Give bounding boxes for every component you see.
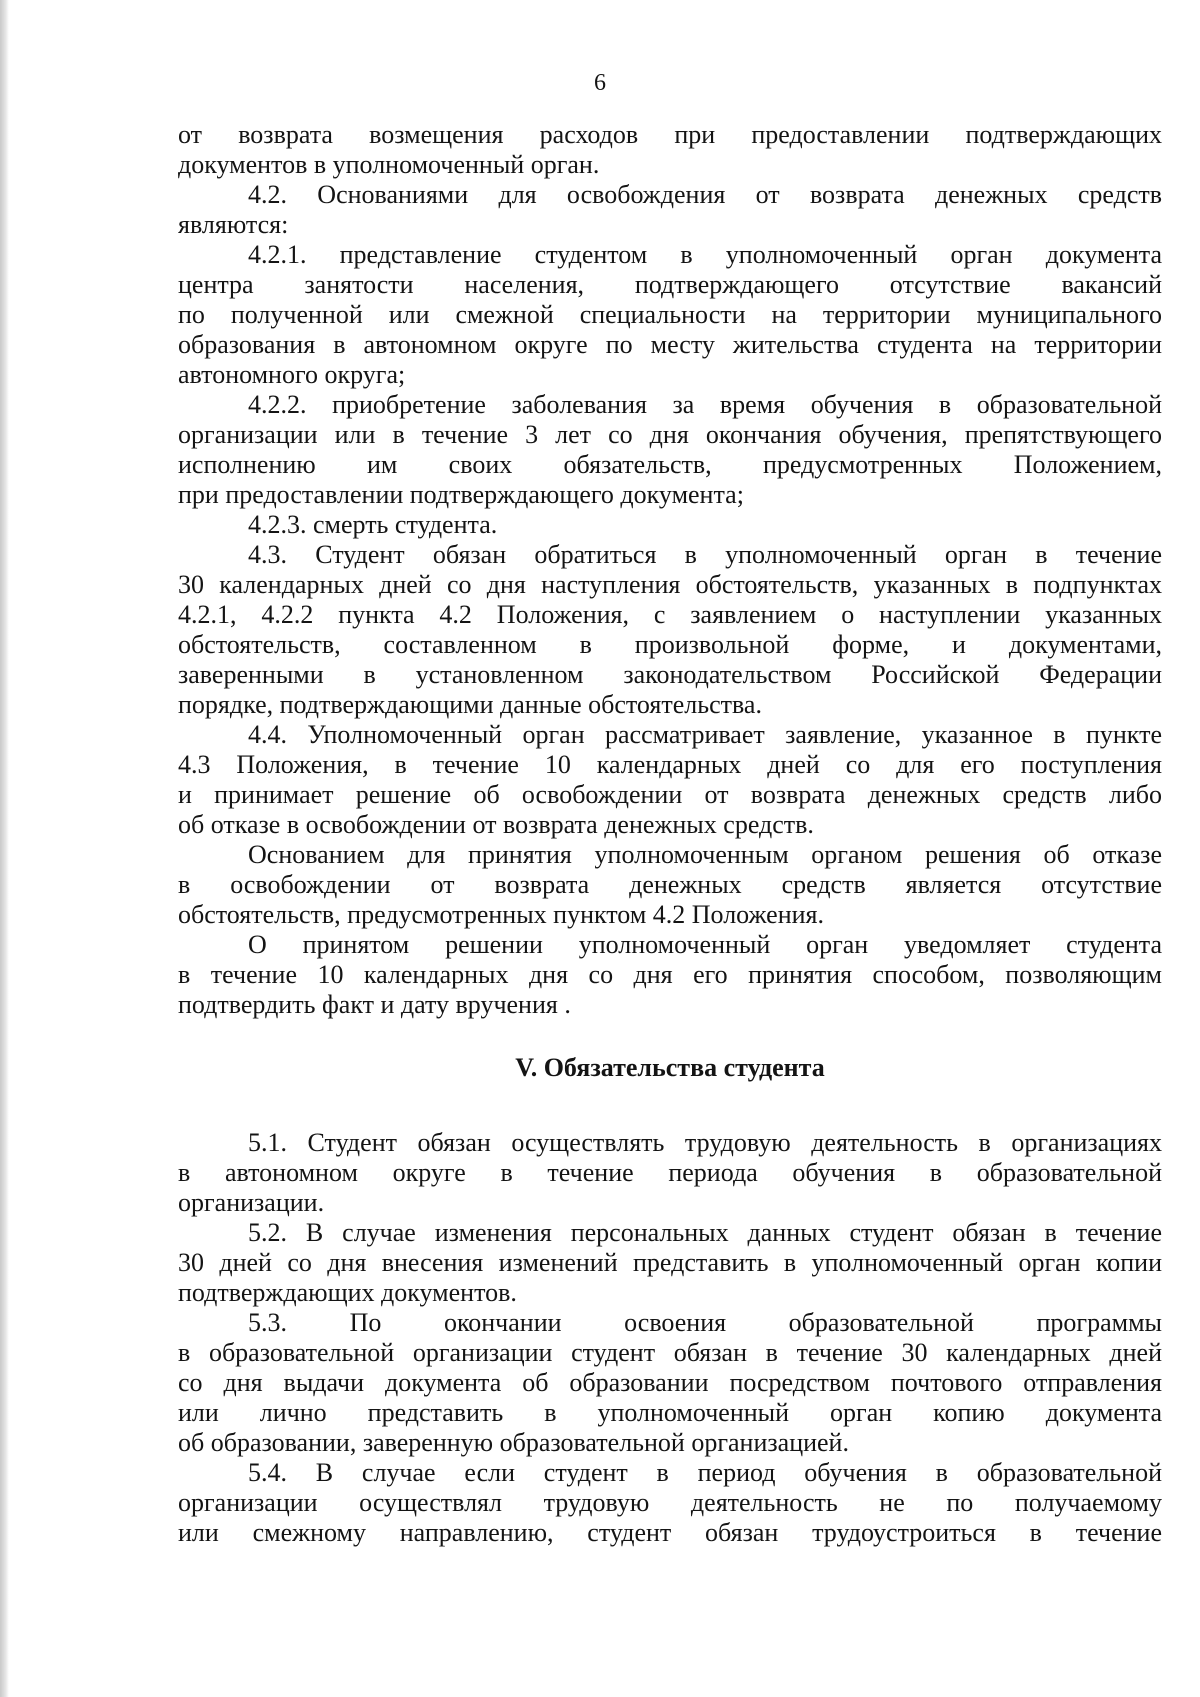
text-line: по полученной или смежной специальности на территории муниципального <box>178 300 1162 329</box>
page-number: 6 <box>594 70 606 96</box>
text-line: 30 дней со дня внесения изменений представить в уполномоченный орган копии <box>178 1248 1162 1277</box>
text-line: при предоставлении подтверждающего документа; <box>178 480 744 509</box>
text-line: Основанием для принятия уполномоченным органом решения об отказе <box>248 840 1162 869</box>
text-line: порядке, подтверждающими данные обстоятельства. <box>178 690 762 719</box>
text-line: 30 календарных дней со дня наступления обстоятельств, указанных в подпунктах <box>178 570 1162 599</box>
section-heading: V. Обязательства студента <box>515 1053 825 1082</box>
text-line: в течение 10 календарных дня со дня его принятия способом, позволяющим <box>178 960 1162 989</box>
text-line: в образовательной организации студент обязан в течение 30 календарных дней <box>178 1338 1162 1367</box>
text-line: организации или в течение 3 лет со дня окончания обучения, препятствующего <box>178 420 1162 449</box>
text-line: 4.2. Основаниями для освобождения от возврата денежных средств <box>248 180 1162 209</box>
text-line: 5.2. В случае изменения персональных данных студент обязан в течение <box>248 1218 1162 1247</box>
text-line: от возврата возмещения расходов при предоставлении подтверждающих <box>178 120 1162 149</box>
text-line: обстоятельств, составленном в произвольной форме, и документами, <box>178 630 1162 659</box>
text-line: 4.2.1. представление студентом в уполномоченный орган документа <box>248 240 1162 269</box>
text-line: О принятом решении уполномоченный орган уведомляет студента <box>248 930 1162 959</box>
text-line: 4.2.2. приобретение заболевания за время обучения в образовательной <box>248 390 1162 419</box>
text-line: и принимает решение об освобождении от возврата денежных средств либо <box>178 780 1162 809</box>
text-line: в автономном округе в течение периода обучения в образовательной <box>178 1158 1162 1187</box>
text-line: со дня выдачи документа об образовании посредством почтового отправления <box>178 1368 1162 1397</box>
text-block-section-5 <box>178 1128 1162 1548</box>
text-line: в освобождении от возврата денежных средств является отсутствие <box>178 870 1162 899</box>
text-line: 5.4. В случае если студент в период обучения в образовательной <box>248 1458 1162 1487</box>
text-line: 5.1. Студент обязан осуществлять трудовую деятельность в организациях <box>248 1128 1162 1157</box>
text-line: 4.2.3. смерть студента. <box>248 510 498 539</box>
text-line: организации. <box>178 1188 325 1217</box>
text-line: 4.2.1, 4.2.2 пункта 4.2 Положения, с заявлением о наступлении указанных <box>178 600 1162 629</box>
text-line: являются: <box>178 210 289 239</box>
text-line: подтвердить факт и дату вручения . <box>178 990 571 1019</box>
text-line: организации осуществлял трудовую деятельность не по получаемому <box>178 1488 1162 1517</box>
text-line: документов в уполномоченный орган. <box>178 150 600 179</box>
text-line: образования в автономном округе по месту жительства студента на территории <box>178 330 1162 359</box>
text-line: заверенными в установленном законодательством Российской Федерации <box>178 660 1162 689</box>
text-line: или смежному направлению, студент обязан трудоустроиться в течение <box>178 1518 1162 1547</box>
text-line: исполнению им своих обязательств, предусмотренных Положением, <box>178 450 1162 479</box>
scan-left-edge <box>0 0 9 1697</box>
text-line: 4.3 Положения, в течение 10 календарных дней со для его поступления <box>178 750 1162 779</box>
text-line: обстоятельств, предусмотренных пунктом 4.2 Положения. <box>178 900 824 929</box>
text-line: 5.3. По окончании освоения образовательной программы <box>248 1308 1162 1337</box>
text-line: об отказе в освобождении от возврата денежных средств. <box>178 810 814 839</box>
text-line: 4.3. Студент обязан обратиться в уполномоченный орган в течение <box>248 540 1162 569</box>
text-line: или лично представить в уполномоченный орган копию документа <box>178 1398 1162 1427</box>
text-line: 4.4. Уполномоченный орган рассматривает заявление, указанное в пункте <box>248 720 1162 749</box>
text-line: об образовании, заверенную образовательной организацией. <box>178 1428 849 1457</box>
text-line: подтверждающих документов. <box>178 1278 517 1307</box>
text-block-section-4 <box>178 120 1162 1020</box>
text-line: центра занятости населения, подтверждающего отсутствие вакансий <box>178 270 1162 299</box>
text-line: автономного округа; <box>178 360 406 389</box>
